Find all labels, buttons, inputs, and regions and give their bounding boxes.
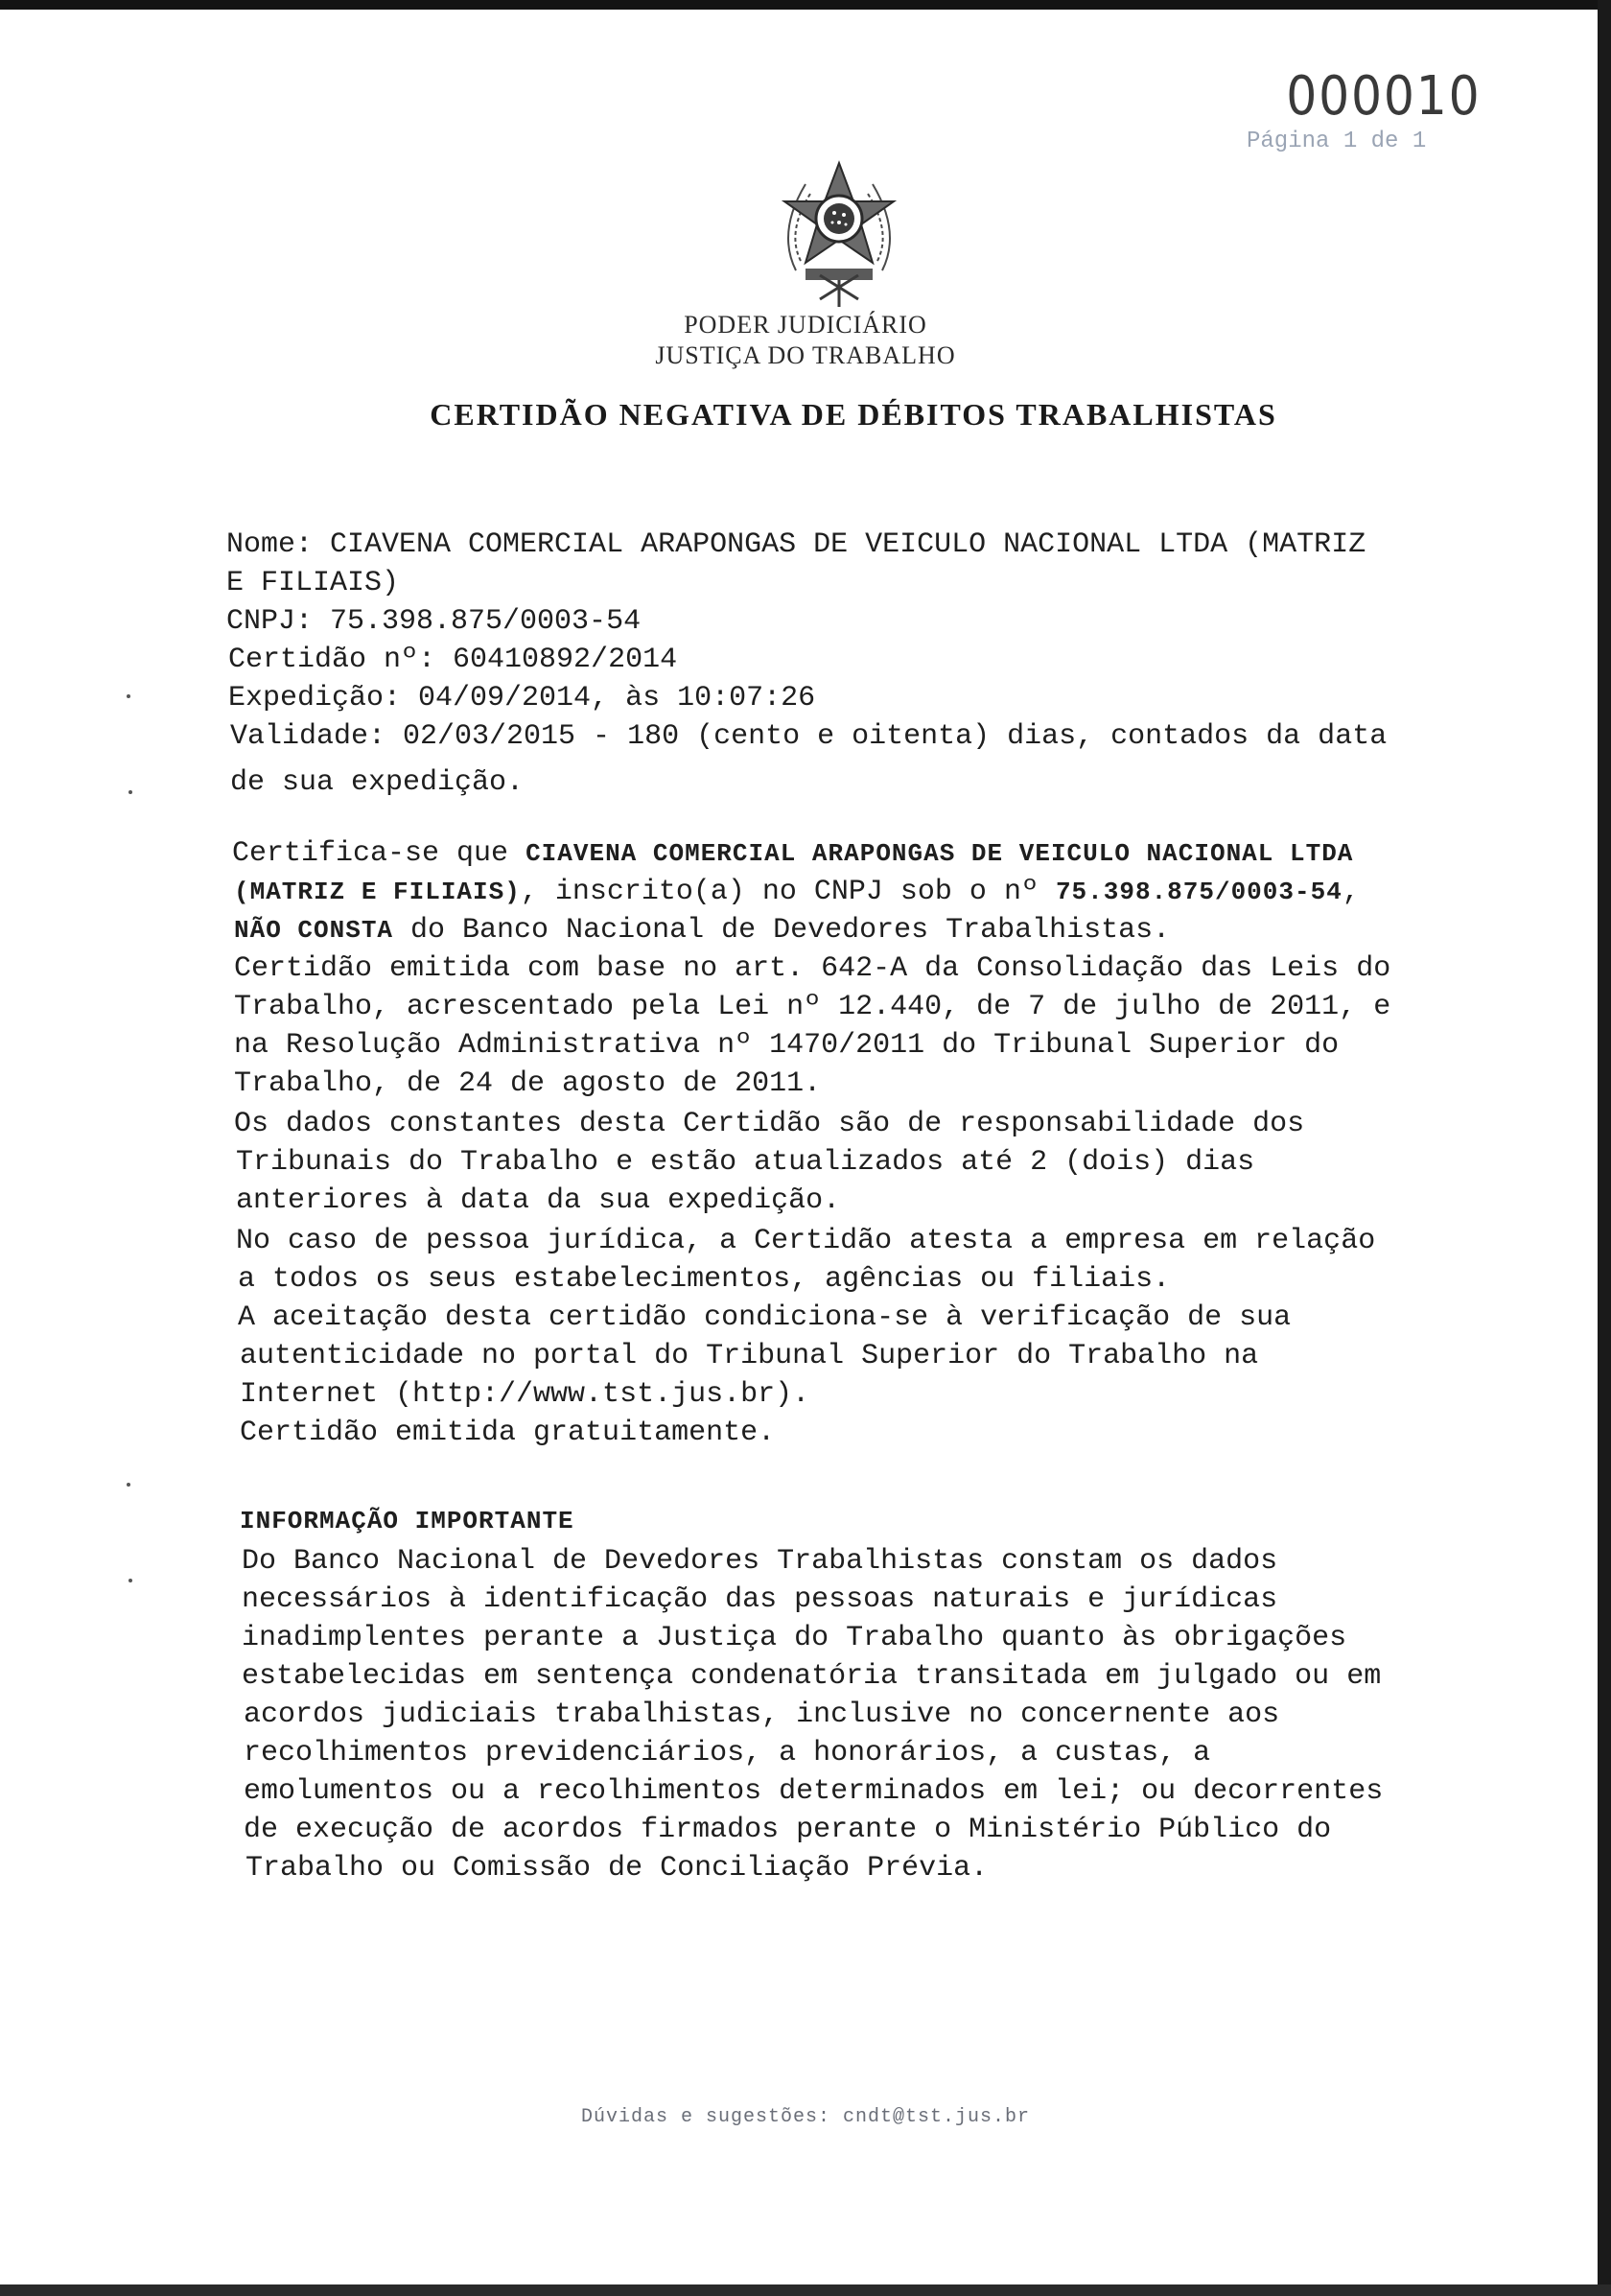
nome-line-1: Nome: CIAVENA COMERCIAL ARAPONGAS DE VEICULO NACIONAL LTDA (MATRIZ xyxy=(226,528,1366,561)
scan-edge-top xyxy=(0,0,1611,10)
header-justica-trabalho: JUSTIÇA DO TRABALHO xyxy=(655,341,956,369)
important-line-9: Trabalho ou Comissão de Conciliação Prévia. xyxy=(245,1852,989,1885)
important-line-7: emolumentos ou a recolhimentos determinados em lei; ou decorrentes xyxy=(244,1775,1384,1808)
certifica-line-5: Trabalho, acrescentado pela Lei nº 12.440, de 7 de julho de 2011, e xyxy=(234,991,1391,1023)
important-line-5: acordos judiciais trabalhistas, inclusive no concernente aos xyxy=(244,1699,1280,1731)
footer-contact: Dúvidas e sugestões: cndt@tst.jus.br xyxy=(580,2106,1031,2128)
certifica-line-12: a todos os seus estabelecimentos, agências ou filiais. xyxy=(238,1263,1171,1296)
cnpj-line: CNPJ: 75.398.875/0003-54 xyxy=(226,605,642,638)
nome-line-2: E FILIAIS) xyxy=(226,567,400,599)
company-name-bold: CIAVENA COMERCIAL ARAPONGAS DE VEICULO NACIONAL LTDA xyxy=(525,839,1354,868)
banco-nacional-text: do Banco Nacional de Devedores Trabalhistas. xyxy=(393,914,1171,947)
coat-of-arms-icon xyxy=(767,155,911,309)
certifica-line-4: Certidão emitida com base no art. 642-A da Consolidação das Leis do xyxy=(234,952,1391,985)
nao-consta-bold: NÃO CONSTA xyxy=(234,916,394,945)
certifica-line-13: A aceitação desta certidão condiciona-se à verificação de sua xyxy=(238,1301,1292,1334)
margin-mark xyxy=(128,1579,132,1582)
margin-mark xyxy=(127,694,130,698)
scan-edge-bottom xyxy=(0,2284,1611,2296)
certifica-line-15: Internet (http://www.tst.jus.br). xyxy=(240,1378,810,1411)
certifica-line-6: na Resolução Administrativa nº 1470/2011 do Tribunal Superior do xyxy=(234,1029,1340,1062)
page-label: Página 1 de 1 xyxy=(1247,129,1427,154)
certifica-line-8: Os dados constantes desta Certidão são de responsabilidade dos xyxy=(234,1108,1305,1140)
cnpj-bold: 75.398.875/0003-54 xyxy=(1055,878,1342,906)
header-poder-judiciario: PODER JUDICIÁRIO xyxy=(684,311,927,339)
important-heading: INFORMAÇÃO IMPORTANTE xyxy=(240,1507,574,1535)
certifica-line-7: Trabalho, de 24 de agosto de 2011. xyxy=(234,1067,822,1100)
important-line-4: estabelecidas em sentença condenatória transitada em julgado ou em xyxy=(242,1660,1382,1693)
stamp-number: 000010 xyxy=(1286,65,1482,128)
important-line-3: inadimplentes perante a Justiça do Trabalho quanto às obrigações xyxy=(242,1622,1347,1654)
certifica-line-14: autenticidade no portal do Tribunal Superior do Trabalho na xyxy=(240,1340,1259,1372)
matriz-filiais-bold: (MATRIZ E FILIAIS) xyxy=(234,878,521,906)
important-line-8: de execução de acordos firmados perante o Ministério Público do xyxy=(244,1814,1332,1846)
certifica-intro: Certifica-se que xyxy=(232,837,526,870)
document-title: CERTIDÃO NEGATIVA DE DÉBITOS TRABALHISTAS xyxy=(430,397,1277,432)
important-line-2: necessários à identificação das pessoas naturais e jurídicas xyxy=(242,1583,1278,1616)
certifica-line-11: No caso de pessoa jurídica, a Certidão atesta a empresa em relação xyxy=(236,1225,1376,1257)
certifica-line-10: anteriores à data da sua expedição. xyxy=(236,1184,841,1217)
important-line-6: recolhimentos previdenciários, a honorários, a custas, a xyxy=(244,1737,1211,1769)
certidao-number-line: Certidão nº: 60410892/2014 xyxy=(228,644,678,676)
certifica-line-3 xyxy=(234,911,1170,949)
comma-text: , xyxy=(1342,876,1360,908)
certifica-line-2 xyxy=(234,873,1360,911)
certifica-line-1 xyxy=(232,834,1353,873)
inscrito-text: , inscrito(a) no CNPJ sob o nº xyxy=(520,876,1056,908)
validade-line-1: Validade: 02/03/2015 - 180 (cento e oitenta) dias, contados da data xyxy=(230,720,1388,753)
expedicao-line: Expedição: 04/09/2014, às 10:07:26 xyxy=(228,682,816,715)
important-line-1: Do Banco Nacional de Devedores Trabalhistas constam os dados xyxy=(242,1545,1278,1578)
certifica-line-9: Tribunais do Trabalho e estão atualizados até 2 (dois) dias xyxy=(236,1146,1255,1179)
margin-mark xyxy=(127,1483,130,1487)
margin-mark xyxy=(128,790,132,794)
certifica-line-16: Certidão emitida gratuitamente. xyxy=(240,1417,776,1449)
validade-line-2: de sua expedição. xyxy=(230,766,525,799)
